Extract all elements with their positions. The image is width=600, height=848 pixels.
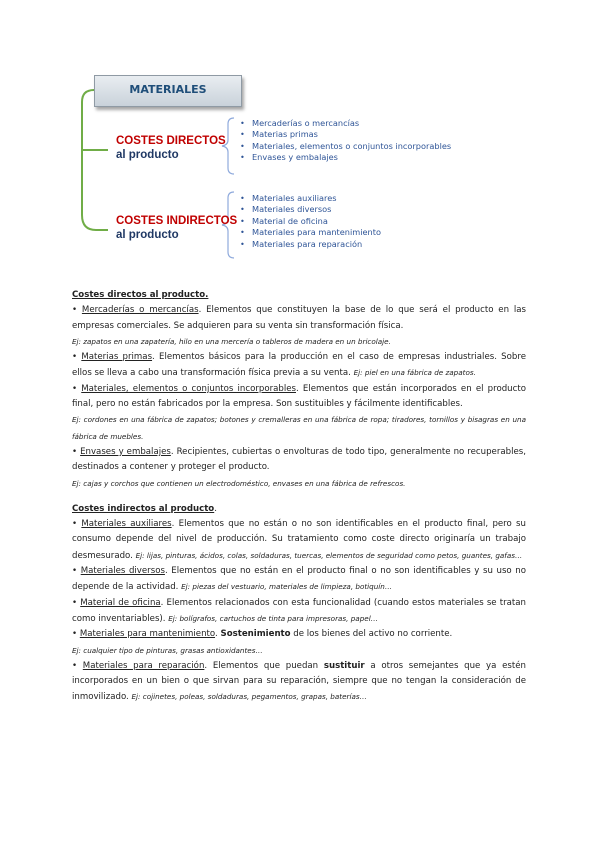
direct-section-title: Costes directos al producto. <box>72 290 209 300</box>
list-item: • Mercaderías o mercancías <box>238 118 451 129</box>
example-mercaderias: Ej: zapatos en una zapatería, hilo en una mercería o tableros de madera en un bricolaje. <box>72 336 391 346</box>
paragraph-mantenimiento: • Materiales para mantenimiento. Sostenimiento de los bienes del activo no corriente. <box>72 629 453 640</box>
materials-title: MATERIALES <box>129 83 207 96</box>
term: Mercaderías o mercancías <box>81 305 199 316</box>
term: Materiales diversos <box>80 566 165 577</box>
paragraph-reparacion: • Materiales para reparación. Elementos que puedan sustituir a otros semejantes que ya estén incorporados en un bien o que sirvan para su reparación, siempre que no tengan la consideración de inmovilizado. Ej: cojinetes, poleas, soldaduras, pegamentos, grapas, baterías… <box>72 660 526 703</box>
materials-title-box <box>94 75 242 107</box>
example-incorporables: Ej: cordones en una fábrica de zapatos; botones y cremalleras en una fábrica de ropa; tiradores, tornillos y bisagras en una fábrica de muebles. <box>72 415 526 441</box>
term: Materiales para mantenimiento <box>79 629 216 640</box>
indirect-costs-label <box>116 214 237 242</box>
term: Materiales para reparación <box>82 660 205 671</box>
indirect-costs-list <box>238 193 381 250</box>
indirect-costs-line1: COSTES INDIRECTOS <box>116 215 238 227</box>
list-item: • Materiales, elementos o conjuntos incorporables <box>238 141 451 152</box>
term: Envases y embalajes <box>80 446 171 457</box>
list-item: • Materiales diversos <box>238 204 381 215</box>
paragraph-envases: • Envases y embalajes. Recipientes, cubiertas o envolturas de todo tipo, generalmente no recuperables, destinados a contener y proteger el producto. <box>72 446 526 473</box>
paragraph-mercaderias: • Mercaderías o mercancías. Elementos que constituyen la base de lo que será el producto en las empresas comerciales. Se adquieren para su venta sin transformación física. <box>72 305 526 331</box>
paragraph-materias: • Materias primas. Elementos básicos para la producción en el caso de empresas industriales. Sobre ellos se lleva a cabo una transformación física previa a su venta. Ej: piel en una fábrica de zapatos. <box>72 352 526 379</box>
indirect-section-title: Costes indirectos al producto. <box>72 503 217 514</box>
list-item: • Materias primas <box>238 129 451 140</box>
example-envases: Ej: cajas y corchos que contienen un electrodoméstico, envases en una fábrica de refrescos. <box>72 478 406 488</box>
direct-costs-list <box>238 118 451 164</box>
term: Materiales auxiliares <box>81 519 172 530</box>
term: Materiales, elementos o conjuntos incorporables <box>81 383 296 394</box>
paragraph-oficina: • Material de oficina. Elementos relacionados con esta funcionalidad (cuando estos materiales se tratan como inventariables). Ej: bolígrafos, cartuchos de tinta para impresoras, papel… <box>72 597 526 624</box>
list-item: • Materiales para reparación <box>238 239 381 250</box>
list-item: • Materiales auxiliares <box>238 193 381 204</box>
example-mantenimiento: Ej: cualquier tipo de pinturas, grasas antioxidantes… <box>72 645 263 655</box>
term: Material de oficina <box>80 597 161 608</box>
tree-line-indirect <box>82 90 108 230</box>
document-body <box>72 288 526 706</box>
direct-costs-line2: al producto <box>116 149 179 161</box>
term: Materias primas <box>81 352 153 363</box>
paragraph-diversos: • Materiales diversos. Elementos que no están en el producto final o no son identificables y su uso no depende de la actividad. Ej: piezas del vestuario, materiales de limpieza, botiquín… <box>72 566 526 593</box>
indirect-costs-line2: al producto <box>116 229 179 241</box>
paragraph-auxiliares: • Materiales auxiliares. Elementos que no están o no son identificables en el producto final, pero su consumo depende del nivel de producción. Su tratamiento como coste directo originaría un trabajo desmesurado. Ej: lijas, pinturas, ácidos, colas, soldaduras, tuercas, elementos de seguridad como petos, guantes, gafas… <box>72 519 526 561</box>
paragraph-incorporables: • Materiales, elementos o conjuntos incorporables. Elementos que están incorporados en el producto final, pero no están fabricados por la empresa. Son sustituibles y fácilmente identificables. <box>72 383 526 410</box>
direct-costs-line1: COSTES DIRECTOS <box>116 135 226 147</box>
direct-costs-label <box>116 134 226 162</box>
list-item: • Envases y embalajes <box>238 152 451 163</box>
list-item: • Material de oficina <box>238 216 381 227</box>
list-item: • Materiales para mantenimiento <box>238 227 381 238</box>
materials-diagram <box>0 0 600 280</box>
